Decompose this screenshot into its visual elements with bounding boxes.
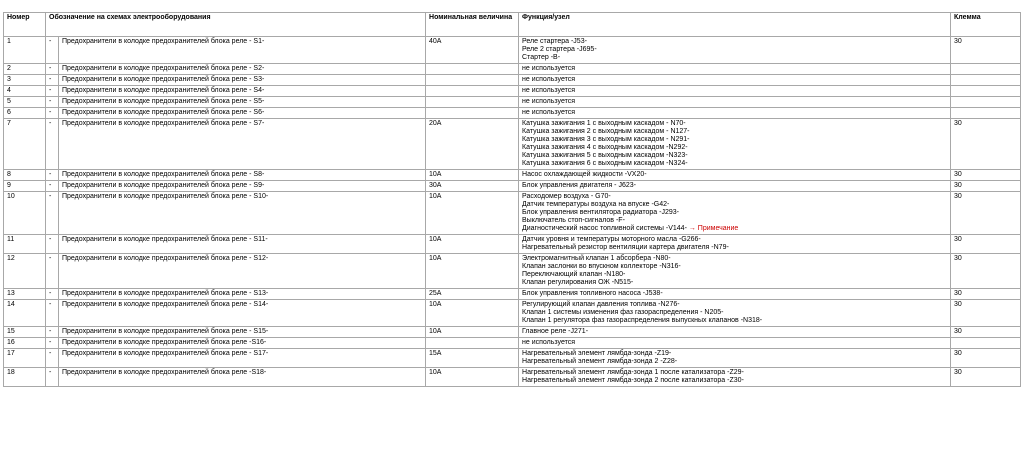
row-number: 7: [4, 119, 46, 170]
row-terminal: 30: [951, 119, 1021, 170]
function-text: не используется: [522, 98, 576, 105]
function-line: [522, 350, 947, 358]
table-row: [4, 108, 1021, 119]
row-terminal: [951, 75, 1021, 86]
row-function: [519, 181, 951, 192]
row-designation: Предохранители в колодке предохранителей блока реле - S14-: [59, 300, 426, 327]
function-text: Клапан заслонки во впускном коллекторе -N316-: [522, 263, 681, 270]
row-nominal: 10A: [426, 254, 519, 289]
function-line: [522, 217, 947, 225]
function-line: [522, 120, 947, 128]
table-row: [4, 97, 1021, 108]
function-line: [522, 144, 947, 152]
table-row: [4, 86, 1021, 97]
function-line: [522, 301, 947, 309]
row-nominal: [426, 64, 519, 75]
row-terminal: 30: [951, 254, 1021, 289]
row-number: 18: [4, 368, 46, 387]
function-line: [522, 377, 947, 385]
row-terminal: [951, 97, 1021, 108]
function-line: [522, 152, 947, 160]
row-designation: Предохранители в колодке предохранителей блока реле - S8-: [59, 170, 426, 181]
row-function: [519, 349, 951, 368]
row-dash: -: [46, 327, 59, 338]
function-text: Нагревательный резистор вентиляции картера двигателя -N79-: [522, 244, 729, 251]
row-designation: Предохранители в колодке предохранителей блока реле - S17-: [59, 349, 426, 368]
row-dash: -: [46, 75, 59, 86]
row-function: [519, 119, 951, 170]
row-dash: -: [46, 170, 59, 181]
function-text: Расходомер воздуха - G70-: [522, 193, 611, 200]
function-line: [522, 271, 947, 279]
row-function: [519, 235, 951, 254]
function-line: [522, 87, 947, 95]
row-dash: -: [46, 349, 59, 368]
table-row: [4, 119, 1021, 170]
row-nominal: 10A: [426, 300, 519, 327]
function-line: [522, 263, 947, 271]
row-nominal: 10A: [426, 327, 519, 338]
function-text: Нагревательный элемент лямбда-зонда 2 -Z28-: [522, 358, 678, 365]
row-number: 1: [4, 37, 46, 64]
row-function: [519, 327, 951, 338]
function-text: Выключатель стоп-сигналов -F-: [522, 217, 625, 224]
function-line: [522, 236, 947, 244]
row-function: [519, 338, 951, 349]
function-line: [522, 290, 947, 298]
function-line: [522, 38, 947, 46]
function-text: Катушка зажигания 2 с выходным каскадом - N127-: [522, 128, 690, 135]
function-text: не используется: [522, 76, 576, 83]
row-designation: Предохранители в колодке предохранителей блока реле - S6-: [59, 108, 426, 119]
table-row: [4, 75, 1021, 86]
header-nominal: Номинальная величина: [426, 13, 519, 37]
row-number: 4: [4, 86, 46, 97]
row-nominal: 15A: [426, 349, 519, 368]
function-text: Катушка зажигания 1 с выходным каскадом - N70-: [522, 120, 686, 127]
function-line: [522, 328, 947, 336]
row-designation: Предохранители в колодке предохранителей блока реле - S3-: [59, 75, 426, 86]
row-designation: Предохранители в колодке предохранителей блока реле - S4-: [59, 86, 426, 97]
function-line: [522, 193, 947, 201]
row-function: [519, 300, 951, 327]
row-terminal: 30: [951, 349, 1021, 368]
function-line: [522, 160, 947, 168]
function-text: Стартер -B-: [522, 54, 561, 61]
function-line: [522, 358, 947, 366]
function-text: Катушка зажигания 3 с выходным каскадом - N291-: [522, 136, 690, 143]
function-text: Электромагнитный клапан 1 абсорбера -N80-: [522, 255, 671, 262]
note-link[interactable]: → Примечание: [688, 225, 739, 232]
row-function: [519, 75, 951, 86]
row-function: [519, 254, 951, 289]
row-designation: Предохранители в колодке предохранителей блока реле - S12-: [59, 254, 426, 289]
function-text: Нагревательный элемент лямбда-зонда -Z19-: [522, 350, 672, 357]
function-text: не используется: [522, 109, 576, 116]
row-dash: -: [46, 181, 59, 192]
row-number: 10: [4, 192, 46, 235]
row-number: 16: [4, 338, 46, 349]
row-terminal: 30: [951, 170, 1021, 181]
function-line: [522, 65, 947, 73]
row-nominal: [426, 338, 519, 349]
table-row: [4, 289, 1021, 300]
function-text: Реле 2 стартера -J695-: [522, 46, 597, 53]
function-text: Главное реле -J271-: [522, 328, 589, 335]
function-text: Клапан 1 регулятора фаз газораспределения выпускных клапанов -N318-: [522, 317, 763, 324]
row-dash: -: [46, 235, 59, 254]
function-line: [522, 244, 947, 252]
row-function: [519, 37, 951, 64]
row-function: [519, 289, 951, 300]
row-nominal: [426, 75, 519, 86]
table-row: [4, 181, 1021, 192]
function-text: Катушка зажигания 5 с выходным каскадом -N323-: [522, 152, 688, 159]
table-row: [4, 300, 1021, 327]
row-dash: -: [46, 97, 59, 108]
function-line: [522, 339, 947, 347]
row-nominal: 20A: [426, 119, 519, 170]
row-nominal: [426, 108, 519, 119]
function-text: Блок управления вентилятора радиатора -J293-: [522, 209, 679, 216]
row-terminal: 30: [951, 181, 1021, 192]
function-text: Диагностический насос топливной системы -V144-: [522, 225, 687, 232]
row-number: 13: [4, 289, 46, 300]
function-text: Блок управления топливного насоса -J538-: [522, 290, 663, 297]
function-text: не используется: [522, 87, 576, 94]
row-designation: Предохранители в колодке предохранителей блока реле - S2-: [59, 64, 426, 75]
function-text: Регулирующий клапан давления топлива -N276-: [522, 301, 680, 308]
row-dash: -: [46, 86, 59, 97]
table-row: [4, 235, 1021, 254]
row-dash: -: [46, 108, 59, 119]
row-designation: Предохранители в колодке предохранителей блока реле - S11-: [59, 235, 426, 254]
table-row: [4, 192, 1021, 235]
row-number: 6: [4, 108, 46, 119]
row-nominal: 30A: [426, 181, 519, 192]
row-nominal: 25A: [426, 289, 519, 300]
function-text: не используется: [522, 65, 576, 72]
row-dash: -: [46, 289, 59, 300]
row-terminal: [951, 64, 1021, 75]
function-line: [522, 279, 947, 287]
row-nominal: [426, 86, 519, 97]
row-number: 8: [4, 170, 46, 181]
function-text: Насос охлаждающей жидкости -VX20-: [522, 171, 647, 178]
row-dash: -: [46, 338, 59, 349]
function-text: Блок управления двигателя - J623-: [522, 182, 636, 189]
table-row: [4, 37, 1021, 64]
row-nominal: 10A: [426, 170, 519, 181]
header-number: Номер: [4, 13, 46, 37]
function-line: [522, 209, 947, 217]
row-function: [519, 108, 951, 119]
row-nominal: 10A: [426, 235, 519, 254]
table-row: [4, 349, 1021, 368]
row-designation: Предохранители в колодке предохранителей блока реле - S5-: [59, 97, 426, 108]
row-terminal: [951, 338, 1021, 349]
row-terminal: 30: [951, 37, 1021, 64]
row-terminal: 30: [951, 327, 1021, 338]
function-line: [522, 369, 947, 377]
row-function: [519, 170, 951, 181]
row-terminal: 30: [951, 368, 1021, 387]
function-text: Нагревательный элемент лямбда-зонда 2 после катализатора -Z30-: [522, 377, 744, 384]
function-line: [522, 182, 947, 190]
header-row: [4, 13, 1021, 37]
row-terminal: 30: [951, 235, 1021, 254]
function-line: [522, 225, 947, 233]
function-line: [522, 76, 947, 84]
function-text: Датчик уровня и температуры моторного масла -G266-: [522, 236, 701, 243]
table-row: [4, 368, 1021, 387]
function-line: [522, 201, 947, 209]
row-dash: -: [46, 192, 59, 235]
fuse-table: [3, 12, 1021, 387]
row-dash: -: [46, 37, 59, 64]
row-number: 17: [4, 349, 46, 368]
row-number: 9: [4, 181, 46, 192]
row-designation: Предохранители в колодке предохранителей блока реле -S18-: [59, 368, 426, 387]
row-number: 11: [4, 235, 46, 254]
function-text: Клапан регулирования ОЖ -N515-: [522, 279, 634, 286]
function-text: Катушка зажигания 6 с выходным каскадом -N324-: [522, 160, 688, 167]
function-line: [522, 317, 947, 325]
header-terminal: Клемма: [951, 13, 1021, 37]
row-terminal: 30: [951, 289, 1021, 300]
row-designation: Предохранители в колодке предохранителей блока реле -S16-: [59, 338, 426, 349]
table-body: [4, 37, 1021, 387]
header-function: Функция/узел: [519, 13, 951, 37]
function-line: [522, 309, 947, 317]
row-function: [519, 64, 951, 75]
row-nominal: 10A: [426, 192, 519, 235]
row-function: [519, 86, 951, 97]
row-terminal: [951, 108, 1021, 119]
function-text: Нагревательный элемент лямбда-зонда 1 после катализатора -Z29-: [522, 369, 744, 376]
row-number: 3: [4, 75, 46, 86]
row-designation: Предохранители в колодке предохранителей блока реле - S13-: [59, 289, 426, 300]
row-function: [519, 192, 951, 235]
row-number: 15: [4, 327, 46, 338]
function-line: [522, 54, 947, 62]
row-dash: -: [46, 64, 59, 75]
row-designation: Предохранители в колодке предохранителей блока реле - S15-: [59, 327, 426, 338]
function-line: [522, 171, 947, 179]
function-line: [522, 136, 947, 144]
function-text: Клапан 1 системы изменения фаз газораспределения - N205-: [522, 309, 724, 316]
row-designation: Предохранители в колодке предохранителей блока реле - S7-: [59, 119, 426, 170]
row-number: 14: [4, 300, 46, 327]
table-row: [4, 327, 1021, 338]
row-number: 2: [4, 64, 46, 75]
row-nominal: [426, 97, 519, 108]
row-number: 5: [4, 97, 46, 108]
row-designation: Предохранители в колодке предохранителей блока реле - S10-: [59, 192, 426, 235]
function-text: Катушка зажигания 4 с выходным каскадом -N292-: [522, 144, 688, 151]
function-line: [522, 98, 947, 106]
row-nominal: 10A: [426, 368, 519, 387]
row-dash: -: [46, 119, 59, 170]
function-text: Датчик температуры воздуха на впуске -G42-: [522, 201, 670, 208]
table-row: [4, 338, 1021, 349]
row-nominal: 40A: [426, 37, 519, 64]
function-line: [522, 255, 947, 263]
function-text: не используется: [522, 339, 576, 346]
table-row: [4, 64, 1021, 75]
row-terminal: [951, 86, 1021, 97]
row-dash: -: [46, 368, 59, 387]
function-line: [522, 46, 947, 54]
table-row: [4, 254, 1021, 289]
row-number: 12: [4, 254, 46, 289]
row-dash: -: [46, 254, 59, 289]
function-line: [522, 109, 947, 117]
function-text: Реле стартера -J53-: [522, 38, 587, 45]
row-designation: Предохранители в колодке предохранителей блока реле - S1-: [59, 37, 426, 64]
row-designation: Предохранители в колодке предохранителей блока реле - S9-: [59, 181, 426, 192]
row-dash: -: [46, 300, 59, 327]
table-row: [4, 170, 1021, 181]
row-terminal: 30: [951, 192, 1021, 235]
function-line: [522, 128, 947, 136]
header-designation: Обозначение на схемах электрооборудования: [46, 13, 426, 37]
row-terminal: 30: [951, 300, 1021, 327]
function-text: Переключающий клапан -N180-: [522, 271, 626, 278]
row-function: [519, 368, 951, 387]
row-function: [519, 97, 951, 108]
